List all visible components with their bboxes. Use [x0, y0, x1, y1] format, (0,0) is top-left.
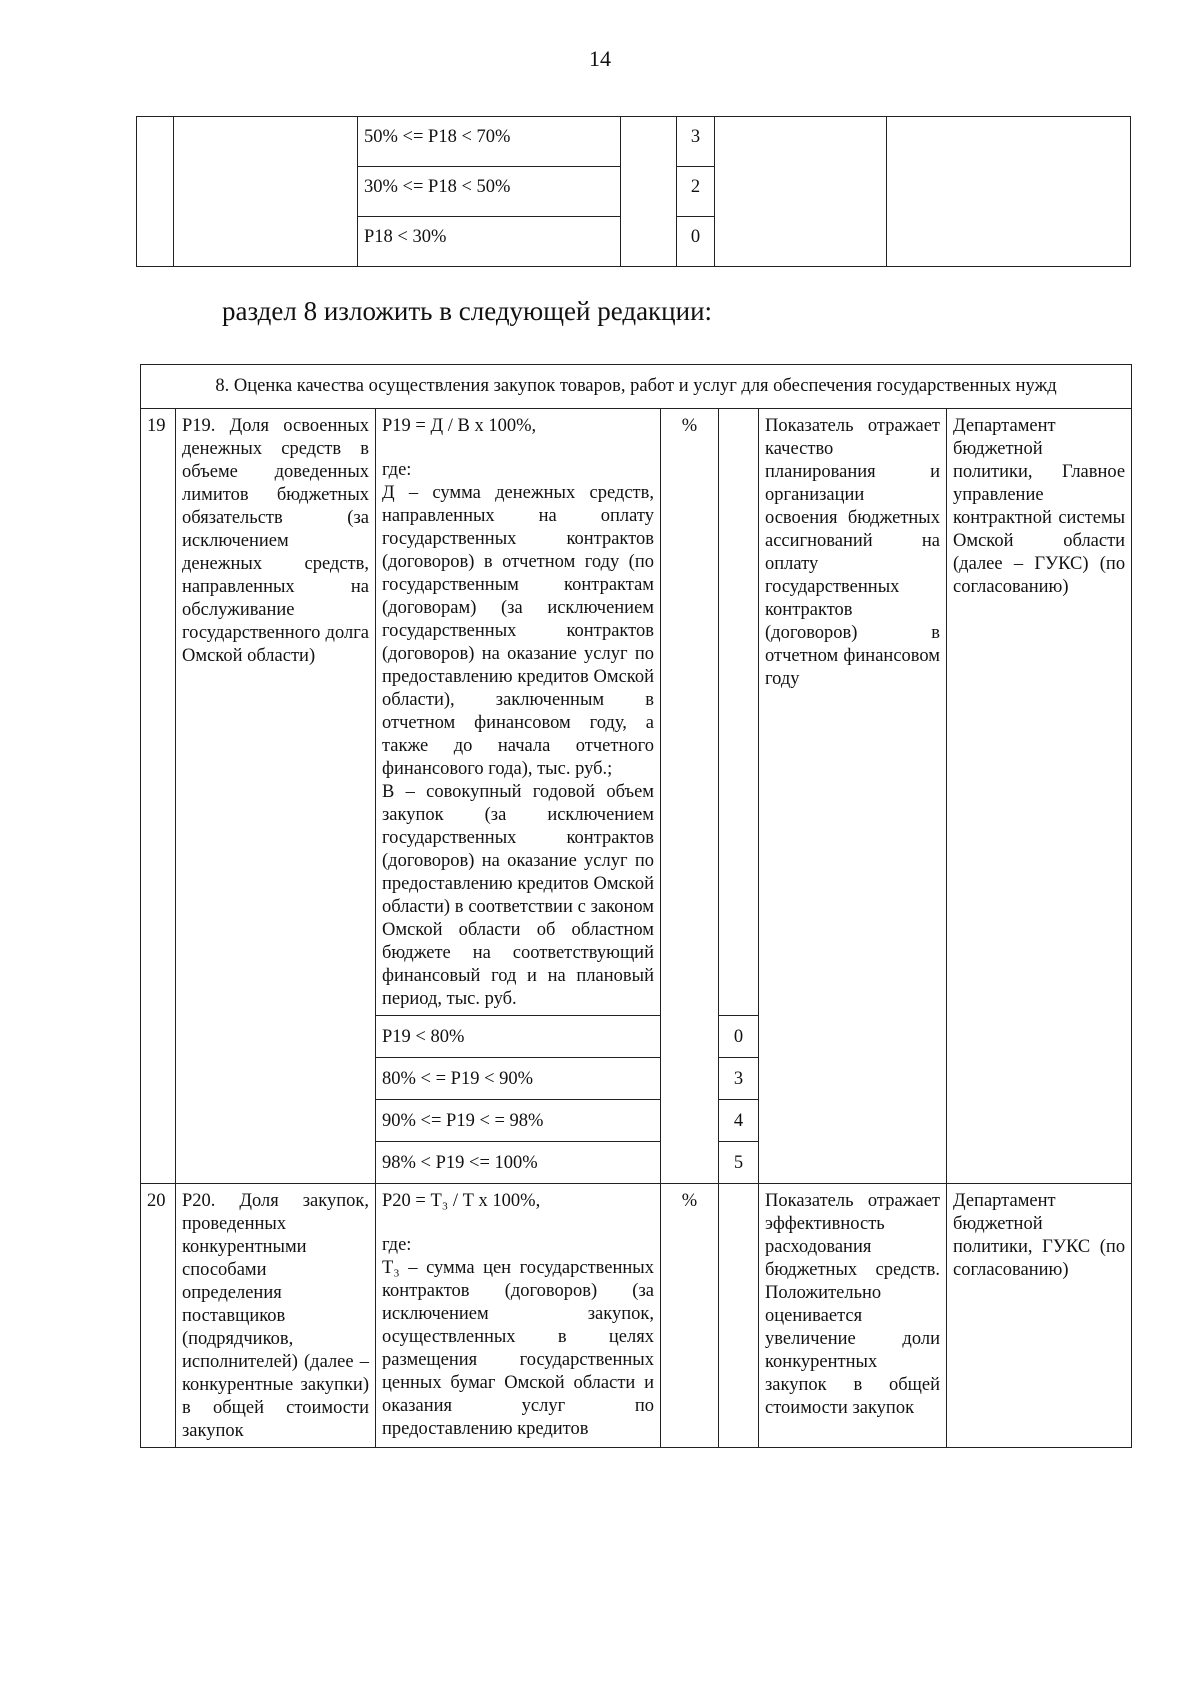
- section-heading: раздел 8 изложить в следующей редакции:: [222, 296, 713, 326]
- responsible-body: Департамент бюджетной политики, Главное управление контрактной системы Омской области (далее – ГУКС) (по согласованию): [947, 409, 1132, 1184]
- responsible-cell: [887, 117, 1131, 267]
- continuation-table: [136, 116, 1131, 267]
- section-title-row: [141, 365, 1132, 409]
- score-cell: 3: [677, 117, 715, 167]
- definition-t: Т₃ – сумма цен государственных контрактов (договоров) (за исключением закупок, осуществленных в целях размещения государственных ценных бумаг Омской области и оказания услуг по предоставлению кредитов: [382, 1258, 654, 1439]
- score-cell: 0: [677, 217, 715, 267]
- calculation-method: [376, 1184, 661, 1448]
- calculation-method: [376, 409, 661, 1016]
- table-row: [141, 1184, 1132, 1448]
- where-label: где:: [382, 460, 412, 480]
- unit: %: [661, 409, 719, 1184]
- description-cell: [715, 117, 887, 267]
- score: 3: [719, 1058, 759, 1100]
- indicator-description: Показатель отражает эффективность расходования бюджетных средств. Положительно оценивается увеличение доли конкурентных закупок в общей стоимости закупок: [759, 1184, 947, 1448]
- number-cell: [137, 117, 174, 267]
- table-row: [141, 409, 1132, 1016]
- criterion: P19 < 80%: [376, 1016, 661, 1058]
- responsible-body: Департамент бюджетной политики, ГУКС (по согласованию): [947, 1184, 1132, 1448]
- indicator-name: P19. Доля освоенных денежных средств в объеме доведенных лимитов бюджетных обязательств (за исключением денежных средств, направленных на обслуживание государственного долга Омской области): [176, 409, 376, 1184]
- formula: P20 = Т₃ / Т х 100%,: [382, 1191, 541, 1211]
- criterion-cell: P18 < 30%: [358, 217, 621, 267]
- unit: %: [661, 1184, 719, 1448]
- row-number: 19: [141, 409, 176, 1184]
- score: 5: [719, 1142, 759, 1184]
- unit-cell: [621, 117, 677, 267]
- score-cell: [719, 1184, 759, 1448]
- indicator-name: P20. Доля закупок, проведенных конкурентными способами определения поставщиков (подрядчиков, исполнителей) (далее – конкурентные закупки) в общей стоимости закупок: [176, 1184, 376, 1448]
- table-row: [137, 117, 1131, 167]
- indicator-description: Показатель отражает качество планирования и организации освоения бюджетных ассигнований на оплату государственных контрактов (договоров) в отчетном финансовом году: [759, 409, 947, 1184]
- criterion-cell: 30% <= P18 < 50%: [358, 167, 621, 217]
- definition-v: В – совокупный годовой объем закупок (за исключением государственных контрактов (договоров) на оказание услуг по предоставлению кредитов Омской области) в соответствии с законом Омской области об областном бюджете на соответствующий финансовый год и на плановый период, тыс. руб.: [382, 782, 654, 1009]
- score-header-cell: [719, 409, 759, 1016]
- page-number: 14: [589, 46, 611, 71]
- criterion-cell: 50% <= P18 < 70%: [358, 117, 621, 167]
- indicators-table: [140, 364, 1132, 1448]
- criterion: 98% < P19 <= 100%: [376, 1142, 661, 1184]
- where-label: где:: [382, 1235, 412, 1255]
- score: 0: [719, 1016, 759, 1058]
- criterion: 90% <= P19 < = 98%: [376, 1100, 661, 1142]
- score-cell: 2: [677, 167, 715, 217]
- definition-d: Д – сумма денежных средств, направленных на оплату государственных контрактов (договоров) в отчетном году (по государственным контрактам (договорам) (за исключением государственных контрактов (договоров) на оказание услуг по предоставлению кредитов Омской области), заключенным в отчетном финансовом году, а также до начала отчетного финансового года), тыс. руб.;: [382, 483, 654, 779]
- indicator-name-cell: [174, 117, 358, 267]
- criterion: 80% < = P19 < 90%: [376, 1058, 661, 1100]
- row-number: 20: [141, 1184, 176, 1448]
- section-title: 8. Оценка качества осуществления закупок товаров, работ и услуг для обеспечения государственных нужд: [141, 365, 1132, 409]
- formula: P19 = Д / В х 100%,: [382, 416, 537, 436]
- score: 4: [719, 1100, 759, 1142]
